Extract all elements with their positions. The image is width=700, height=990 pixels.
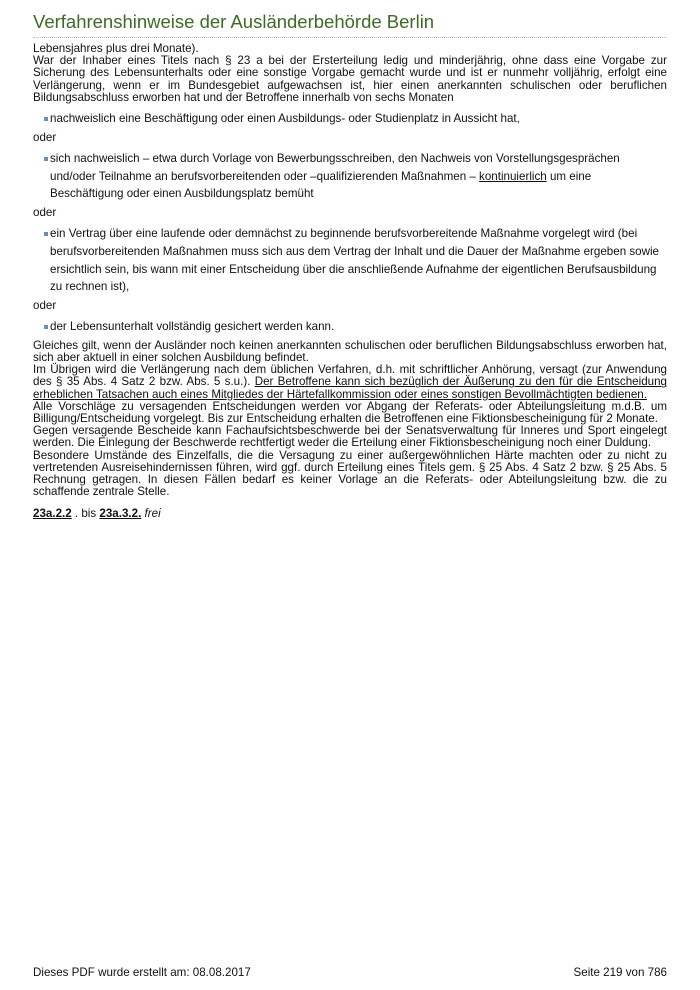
square-bullet-icon (44, 325, 48, 329)
paragraph-special-circumstances: Besondere Umstände des Einzelfalls, die die Versagung zu einer außergewöhnlichen Härte machten oder zu nicht zu vertretenden Ausreisehindernissen führen, wird ggf. durch Erteilung eines Titels gem. § 25 Abs. 4 Satz 2 bzw. § 25 Abs. 5 Rechnung getragen. In diesen Fällen bedarf es keiner Vorlage an die Referats- oder Abteilungsleitung bzw. die zu schaffende zentrale Stelle. (33, 448, 667, 499)
underlined-sentence: Der Betroffene kann sich bezüglich der Äußerung zu den für die Entscheidung erheblichen Tatsachen auch eines Mitgliedes der Härtefallkommission oder eines sonstigen Bevollmächtigten bedienen. (33, 375, 667, 401)
paragraph-continuation: Lebensjahres plus drei Monate). (33, 42, 199, 55)
section-reference (33, 508, 667, 520)
square-bullet-icon (44, 157, 48, 161)
paragraph-text: Im Übrigen wird die Verlängerung nach dem üblichen Verfahren, d.h. mit schriftlicher Anhörung, versagt (zur Anwendung des § 35 Abs. 4 Satz 2 bzw. Abs. 5 s.u.). (33, 363, 667, 389)
ref-link-to[interactable]: 23a.3.2. (99, 506, 142, 520)
footer-created-date: Dieses PDF wurde erstellt am: 08.08.2017 (33, 966, 251, 979)
list-item-text-part: um eine Beschäftigung oder einen Ausbildungsplatz bemüht (50, 169, 592, 201)
list-item-text (50, 152, 620, 200)
connector-oder: oder (33, 205, 57, 219)
connector-oder: oder (33, 298, 57, 312)
document-body (33, 43, 667, 520)
underlined-term: kontinuierlich (479, 169, 547, 183)
square-bullet-icon (44, 117, 48, 121)
list-item-text: der Lebensunterhalt vollständig gesichert werden kann. (50, 320, 335, 334)
list-item (33, 110, 667, 128)
list-item-text: nachweislich eine Beschäftigung oder einen Ausbildungs- oder Studienplatz in Aussicht hat, (50, 112, 520, 126)
page-title: Verfahrenshinweise der Ausländerbehörde Berlin (33, 11, 435, 32)
list-item (33, 318, 667, 336)
ref-separator: . bis (71, 506, 100, 520)
paragraph-refusal (33, 364, 667, 401)
ref-link-from[interactable]: 23a.2.2 (33, 506, 72, 520)
paragraph-same-applies: Gleiches gilt, wenn der Ausländer noch keinen anerkannten schulischen oder beruflichen Bildungsabschluss erworben hat, sich aber aktuell in einer solchen Ausbildung befindet. (33, 338, 667, 365)
list-item-text: ein Vertrag über eine laufende oder demnächst zu beginnende berufsvorbereitende Maßnahme vorgelegt wird (bei berufsvorbereitenden Maßnahmen muss sich aus dem Vertrag der Inhalt und die Dauer der Maßnahme ergeben sowie ersichtlich sein, bis wann mit einer Entscheidung über die anschließende Aufnahme der eigentlichen Berufsausbildung zu rechnen ist), (50, 227, 660, 294)
square-bullet-icon (44, 232, 48, 236)
paragraph-complaint: Gegen versagende Bescheide kann Fachaufsichtsbeschwerde bei der Senatsverwaltung für Inneres und Sport eingelegt werden. Die Einlegung der Beschwerde rechtfertigt weder die Erteilung einer Fiktionsbescheinigung noch einer Duldung. (33, 424, 667, 450)
connector-oder: oder (33, 130, 57, 144)
footer-page-number: Seite 219 von 786 (573, 966, 667, 979)
paragraph-approval: Alle Vorschläge zu versagenden Entscheidungen werden vor Abgang der Referats- oder Abteilungsleitung m.d.B. um Billigung/Entscheidung vorgelegt. Bis zur Entscheidung erhalten die Betroffenen eine Fiktionsbescheinigung für 2 Monate. (33, 399, 667, 426)
list-item (33, 225, 667, 295)
paragraph-conditions-intro: War der Inhaber eines Titels nach § 23 a bei der Ersterteilung ledig und minderjährig, ohne dass eine Vorgabe zur Sicherung des Lebensunterhalts oder eine sonstige Vorgabe gemacht wurde und ist er nunmehr volljährig, erfolgt eine Verlängerung, wenn er im Bundesgebiet aufgewachsen ist, hier einen anerkannten schulischen oder beruflichen Bildungsabschluss erworben hat und der Betroffene innerhalb von sechs Monaten (33, 54, 667, 104)
list-item (33, 150, 667, 203)
list-item-text-part: sich nachweislich – etwa durch Vorlage von Bewerbungsschreiben, den Nachweis von Vorstellungsgesprächen und/oder Teilnahme an berufsvorbereitenden oder –qualifizierenden Maßnahmen – (50, 152, 620, 183)
ref-status: frei (144, 506, 161, 520)
title-divider (33, 37, 667, 38)
